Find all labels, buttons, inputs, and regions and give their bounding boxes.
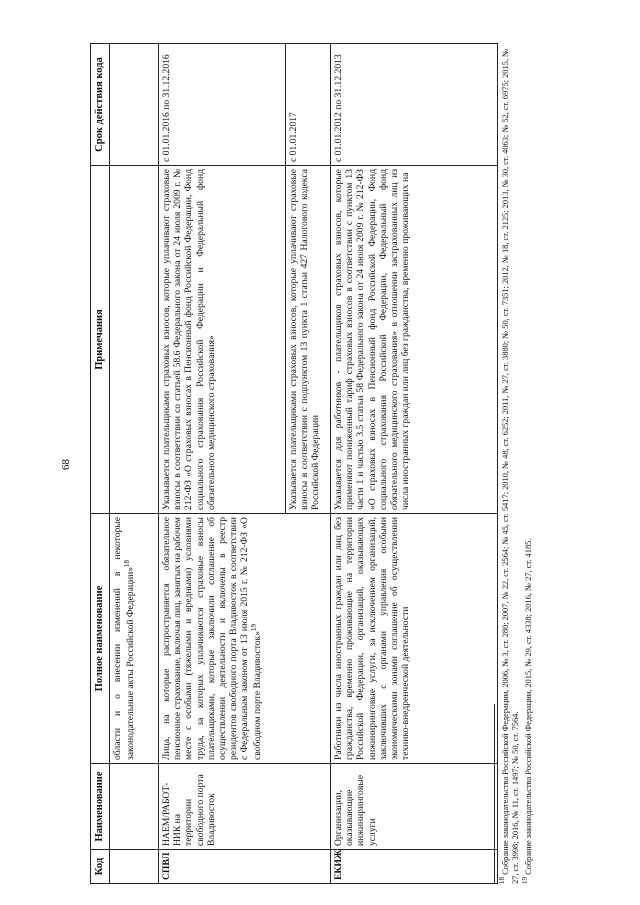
short-name-cell: НАЕМ/РАБОТ-НИК на территории свободного порта Владивосток <box>159 764 331 850</box>
table-header-row <box>91 44 110 884</box>
footnotes <box>494 44 534 884</box>
validity-cell: с 01.01.2016 по 31.12.2016 <box>159 44 286 166</box>
table-row-ekizh <box>331 44 498 884</box>
table-row-spvl <box>159 44 286 884</box>
notes-cell: Указывается плательщиками страховых взносов, которые уплачивают страховые взносы в соответствии с подпунктом 13 пункта 1 статьи 427 Налогового кодекса Российской Федерации <box>286 166 331 514</box>
codes-table <box>90 43 498 884</box>
validity-cell: с 01.01.2017 <box>286 44 331 166</box>
continued-full-name: области и о внесении изменений в некоторые законодательные акты Российской Федерации»$^{18}$ <box>110 514 159 764</box>
header-short-name: Наименование <box>91 764 110 850</box>
footnote-18: $^{18}$ Собрание законодательства Российской Федерации, 2006, № 3, ст. 280; 2007, № 22, ст. 2564; № 45, ст. 5417; 2010, № 48, ст. 6252; 2011, № 27, ст. 3880; № 50, ст. 7351; 2012, № 18, ст. 2125; 2013, № 30, ст. 4063; № 52, ст. 6975; 2015, № 27, ст. 3998; 2016, № 11, ст. 1497; № 50, ст. 7564. <box>498 49 520 884</box>
code-cell: СПВЛ <box>159 850 331 884</box>
code-cell: ЕКИЖ <box>331 850 498 884</box>
footnote-separator <box>494 704 495 884</box>
notes-cell: Указывается плательщиками страховых взносов, которые уплачивают страховые взносы в соответствии со статьей 58.6 Федерального закона от 24 июля 2009 г. № 212-ФЗ «О страховых взносах в Пенсионный фонд Российской Федерации, Фонд социального страхования Российской Федерации и Федеральный фонд обязательного медицинского страхования» <box>159 166 286 514</box>
header-notes: Примечания <box>91 166 110 514</box>
header-full-name: Полное наименование <box>91 514 110 764</box>
footnote-ref-19: 19 <box>250 623 259 631</box>
footnote-ref-18: 18 <box>123 559 132 567</box>
footnote-19: $^{19}$ Собрание законодательства Российской Федерации, 2015, № 29, ст. 4338; 2016, № 27, ст. 4185. <box>520 538 533 884</box>
header-code: Код <box>91 850 110 884</box>
full-name-cell: Лица, на которые распространяется обязательное пенсионное страхование, включая лиц, занятых на рабочем месте с особыми (тяжелыми и вредными) условиями труда, за которых уплачиваются страховые взносы плательщиками, которые заключили соглашение об осуществлении деятельности и включены в реестр резидентов свободного порта Владивосток в соответствии с Федеральным законом от 13 июля 2015 г. № 212-ФЗ «О свободном порте Владивосток»$^{19}$ <box>159 514 331 764</box>
header-validity: Срок действия кода <box>91 44 110 166</box>
notes-cell: Указывается для работников - плательщиков страховых взносов, которые применяют пониженный тариф страховых взносов в соответствии с пунктом 13 части 1 и частью 3.5 статьи 58 Федерального закона от 24 июля 2009 г. № 212-ФЗ «О страховых взносах в Пенсионный фонд Российской Федерации, Фонд социального страхования Российской Федерации, Федеральный фонд обязательного медицинского страхования» в отношении застрахованных лиц из числа иностранных граждан или лиц без гражданства, временно проживающих на <box>331 166 498 514</box>
rotated-page-content <box>90 44 540 884</box>
short-name-cell: Организации, оказывающие инжиниринговые услуги <box>331 764 498 850</box>
full-name-cell: Работники из числа иностранных граждан или лиц без гражданства, временно проживающие на территории Российской Федерации, организаций, оказывающих инжиниринговые услуги, за исключением организаций, заключивших с органами управления особыми экономическими зонами соглашение об осуществлении технико-внедренческой деятельности <box>331 514 498 764</box>
validity-cell: с 01.01.2012 по 31.12.2013 <box>331 44 498 166</box>
table-row-continuation <box>110 44 159 884</box>
page-number: 68 <box>60 459 72 470</box>
